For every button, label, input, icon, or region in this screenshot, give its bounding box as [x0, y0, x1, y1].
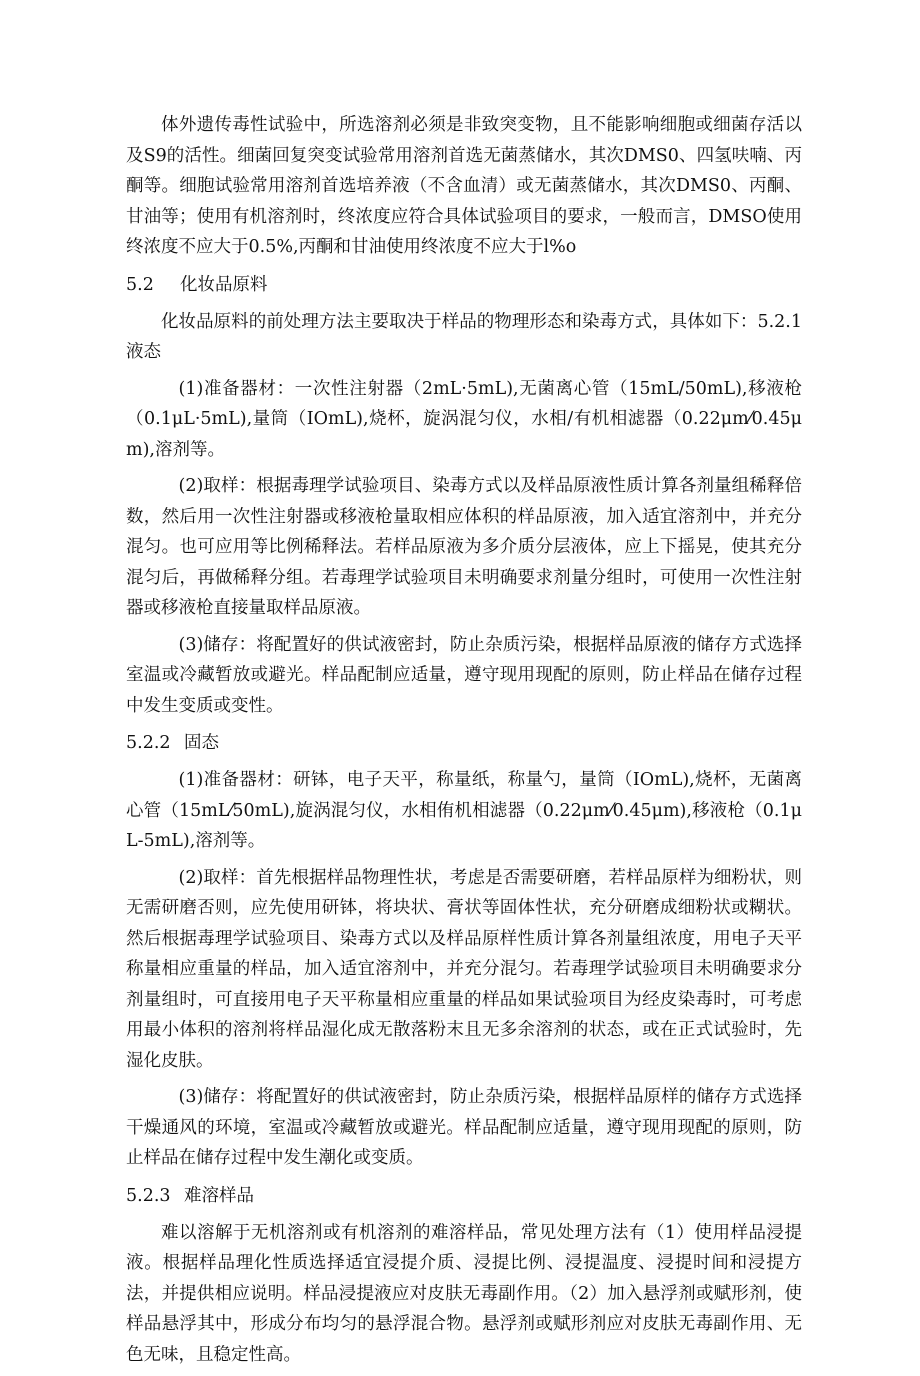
list-item: (3)储存：将配置好的供试液密封，防止杂质污染，根据样品原样的储存方式选择干燥通风的环境，室温或冷藏暂放或避光。样品配制应适量，遵守现用现配的原则，防止样品在储存过程中发生潮化或变质。 [126, 1087, 802, 1168]
list-item: (2)取样：首先根据样品物理性状，考虑是否需要研磨，若样品原样为细粉状，则无需研磨否则，应先使用研钵，将块状、膏状等固体性状，充分研磨成细粉状或糊状。然后根据毒理学试验项目、染毒方式以及样品原样性质计算各剂量组浓度，用电子天平称量相应重量的样品，加入适宜溶剂中，并充分混匀。若毒理学试验项目未明确要求分剂量组时，可直接用电子天平称量相应重量的样品如果试验项目为经皮染毒时，可考虑用最小体积的溶剂将样品湿化成无散落粉末且无多余溶剂的状态，或在正式试验时，先湿化皮肤。 [126, 867, 802, 1071]
list-item: (2)取样：根据毒理学试验项目、染毒方式以及样品原液性质计算各剂量组稀释倍数，然后用一次性注射器或移液枪量取相应体积的样品原液，加入适宜溶剂中，并充分混匀。也可应用等比例稀释法。若样品原液为多介质分层液体，应上下摇晃，使其充分混匀后，再做稀释分组。若毒理学试验项目未明确要求剂量分组时，可使用一次性注射器或移液枪直接量取样品原液。 [126, 476, 802, 618]
section-title: 难溶样品 [184, 1185, 254, 1206]
section-title: 固态 [184, 733, 219, 753]
section-intro-paragraph: 化妆品原料的前处理方法主要取决于样品的物理形态和染毒方式，具体如下：5.2.1液态 [126, 311, 802, 362]
section-heading-5-2-2 [126, 727, 802, 759]
intro-paragraph: 体外遗传毒性试验中，所选溶剂必须是非致突变物，且不能影响细胞或细菌存活以及S9的活性。细菌回复突变试验常用溶剂首选无菌蒸储水，其次DMS0、四氢呋喃、丙酮等。细胞试验常用溶剂首选培养液（不含血清）或无菌蒸储水，其次DMS0、丙酮、甘油等；使用有机溶剂时，终浓度应符合具体试验项目的要求，一般而言，DMSO使用终浓度不应大于0.5%,丙酮和甘油使用终浓度不应大于l%o [126, 115, 802, 257]
list-item: (1)准备器材：研钵，电子天平，称量纸，称量勺，量筒（IOmL),烧杯，无菌离心管（15mL⁄50mL),旋涡混匀仪，水相侑机相滤器（0.22μm⁄0.45μm),移液枪（0.1μL-5mL),溶剂等。 [126, 770, 802, 851]
section-title: 化妆品原料 [180, 274, 268, 295]
section-heading-5-2 [126, 269, 802, 301]
section-number: 5.2.3 [126, 1185, 171, 1206]
section-number: 5.2.2 [126, 733, 171, 753]
section-heading-5-2-3 [126, 1180, 802, 1212]
list-item: (1)准备器材：一次性注射器（2mL·5mL),无菌离心管（15mL/50mL),移液枪（0.1μL·5mL),量筒（IOmL),烧杯，旋涡混匀仪，水相/有机相滤器（0.22μm⁄0.45μm),溶剂等。 [126, 378, 802, 460]
document-body [126, 110, 802, 1376]
section-number: 5.2 [126, 274, 154, 295]
section-body-paragraph: 难以溶解于无机溶剂或有机溶剂的难溶样品，常见处理方法有（1）使用样品浸提液。根据样品理化性质选择适宜浸提介质、浸提比例、浸提温度、浸提时间和浸提方法，并提供相应说明。样品浸提液应对皮肤无毒副作用。（2）加入悬浮剂或赋形剂，使样品悬浮其中，形成分布均匀的悬浮混合物。悬浮剂或赋形剂应对皮肤无毒副作用、无色无味，且稳定性高。 [126, 1222, 802, 1365]
list-item: (3)储存：将配置好的供试液密封，防止杂质污染，根据样品原液的储存方式选择室温或冷藏暂放或避光。样品配制应适量，遵守现用现配的原则，防止样品在储存过程中发生变质或变性。 [126, 634, 802, 716]
